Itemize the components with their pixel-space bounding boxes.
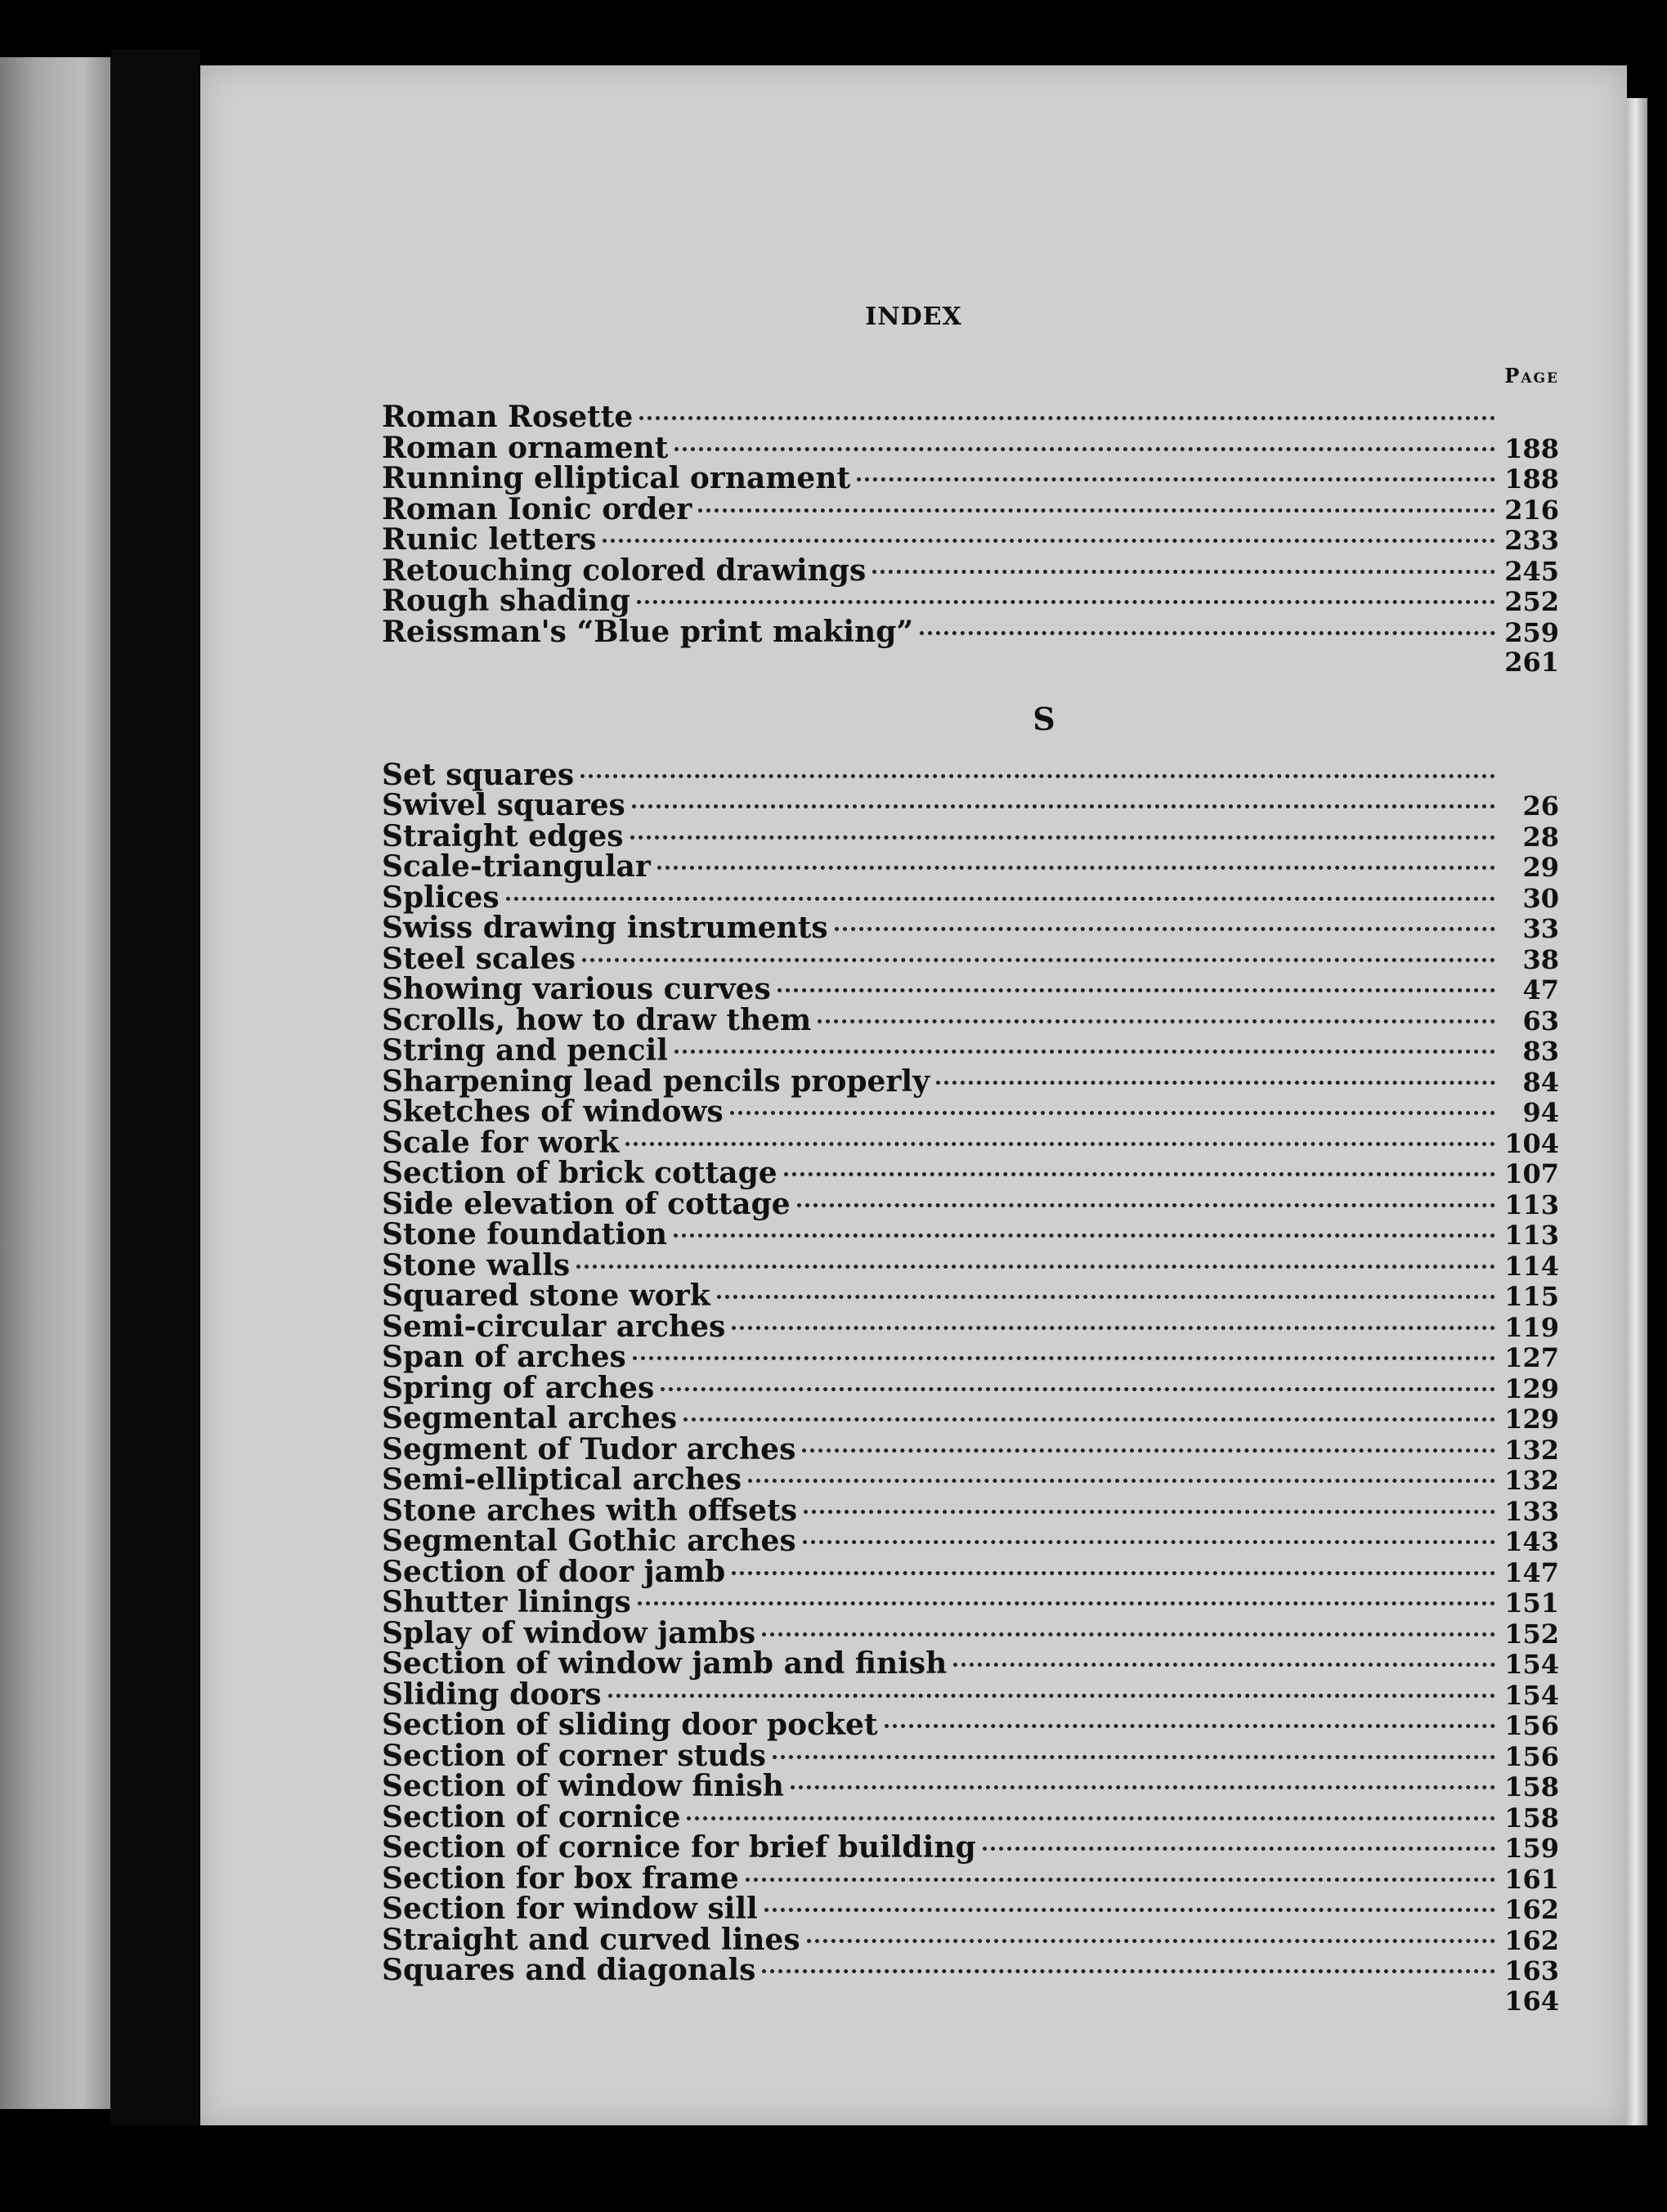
dot-leader [730, 1111, 1495, 1115]
index-entry [382, 1738, 1559, 1773]
dot-leader [630, 835, 1495, 840]
entry-label: Roman ornament [382, 430, 669, 465]
dot-leader [576, 1265, 1495, 1269]
index-entry [382, 1097, 1559, 1128]
entry-label: Steel scales [382, 941, 576, 976]
dot-leader [746, 1878, 1495, 1882]
entry-label: Section of window jamb and finish [382, 1646, 948, 1681]
entry-label: Runic letters [382, 522, 597, 557]
index-entry [382, 1554, 1559, 1589]
dot-leader [625, 1142, 1495, 1146]
section-letter-s: S [1033, 700, 1055, 737]
entry-page-number: 233 [1504, 525, 1559, 556]
entry-page-number: 119 [1504, 1311, 1559, 1343]
index-entry [382, 1615, 1559, 1650]
dot-leader [762, 1632, 1495, 1637]
index-entry [382, 1799, 1559, 1834]
entry-page-number: 127 [1504, 1342, 1559, 1373]
entry-page-number: 33 [1522, 913, 1559, 944]
dot-leader [983, 1847, 1495, 1851]
entry-page-number: 216 [1504, 494, 1559, 526]
entry-page-number: 84 [1522, 1066, 1559, 1098]
dot-leader [797, 1203, 1495, 1207]
entry-page-number: 156 [1504, 1710, 1559, 1741]
entry-page-number: 154 [1504, 1679, 1559, 1711]
entry-page-number: 152 [1504, 1618, 1559, 1650]
index-entry [382, 1646, 1559, 1681]
index-entry [382, 614, 1559, 649]
entry-label: Scale for work [382, 1125, 620, 1160]
index-entry [382, 1526, 1559, 1557]
entry-page-number: 129 [1504, 1404, 1559, 1435]
index-entry [382, 941, 1559, 976]
entry-label: Swivel squares [382, 788, 625, 822]
entry-label: Sliding doors [382, 1677, 602, 1712]
dot-leader [657, 866, 1495, 870]
dot-leader [777, 988, 1495, 992]
index-entry [382, 402, 1559, 433]
entry-label: Section of window finish [382, 1769, 784, 1803]
entry-page-number: 158 [1504, 1771, 1559, 1802]
dot-leader [818, 1019, 1495, 1023]
dot-leader [632, 804, 1495, 808]
dot-leader [506, 897, 1495, 901]
dot-leader [637, 600, 1495, 604]
entry-label: Straight and curved lines [382, 1922, 800, 1957]
index-entry [382, 1830, 1559, 1865]
entry-page-number: 163 [1504, 1955, 1559, 1986]
index-entry [382, 1860, 1559, 1896]
entry-label: Swiss drawing instruments [382, 911, 828, 945]
dot-leader [603, 539, 1495, 543]
dot-leader [580, 774, 1495, 778]
dot-leader [608, 1694, 1495, 1698]
dot-leader [804, 1510, 1495, 1514]
entry-label: Squared stone work [382, 1278, 710, 1313]
dot-leader [633, 1356, 1495, 1360]
index-entry [382, 1587, 1559, 1619]
entry-label: Section of cornice for brief building [382, 1830, 976, 1865]
entry-page-number: 132 [1504, 1434, 1559, 1466]
dot-leader [872, 570, 1495, 574]
entry-page-number: 30 [1522, 882, 1559, 914]
entry-page-number: 143 [1504, 1526, 1559, 1557]
dot-leader [674, 447, 1495, 451]
entry-page-number: 151 [1504, 1587, 1559, 1619]
dot-leader [803, 1540, 1495, 1544]
entry-label: Roman Ionic order [382, 491, 692, 526]
index-entry [382, 463, 1559, 495]
entry-label: Segmental Gothic arches [382, 1524, 796, 1558]
entry-page-number: 259 [1504, 616, 1559, 648]
entry-label: Section of door jamb [382, 1554, 726, 1589]
index-entry [382, 1986, 1559, 2017]
index-entry [382, 1342, 1559, 1373]
entry-label: Set squares [382, 757, 575, 792]
entry-page-number: 114 [1504, 1250, 1559, 1282]
entry-page-number: 38 [1522, 943, 1559, 975]
dot-leader [732, 1326, 1495, 1330]
index-entry [382, 1677, 1559, 1712]
index-entry [382, 553, 1559, 588]
dot-leader [764, 1908, 1495, 1912]
entry-label: Scrolls, how to draw them [382, 1002, 812, 1037]
dot-leader [638, 1601, 1495, 1605]
entry-page-number: 154 [1504, 1649, 1559, 1680]
entry-label: Stone arches with offsets [382, 1493, 797, 1528]
entry-label: Sketches of windows [382, 1095, 724, 1129]
index-entry [382, 913, 1559, 944]
entry-label: Section of corner studs [382, 1738, 766, 1773]
index-entry [382, 1771, 1559, 1802]
dot-leader [835, 927, 1495, 931]
entry-page-number: 252 [1504, 586, 1559, 617]
entry-label: Splay of window jambs [382, 1615, 756, 1650]
left-page-edge [0, 57, 110, 2109]
dot-leader [807, 1939, 1495, 1943]
entry-page-number: 28 [1522, 821, 1559, 853]
entry-label: Section for box frame [382, 1860, 739, 1896]
index-entry [382, 790, 1559, 822]
index-entries [382, 364, 1559, 2017]
page-title: INDEX [865, 302, 962, 331]
entry-page-number: 162 [1504, 1924, 1559, 1956]
entry-page-number: 132 [1504, 1465, 1559, 1496]
entry-page-number: 83 [1522, 1036, 1559, 1067]
index-entry [382, 1462, 1559, 1497]
entry-page-number: 261 [1504, 647, 1559, 678]
entry-label: Spring of arches [382, 1370, 655, 1405]
entry-label: Section of cornice [382, 1799, 681, 1834]
dot-leader [953, 1663, 1495, 1667]
index-entry [382, 1370, 1559, 1405]
index-entry [382, 1125, 1559, 1160]
dot-leader [717, 1295, 1495, 1299]
entry-label: Scale-triangular [382, 849, 651, 884]
entry-label: Splices [382, 880, 500, 915]
entry-label: String and pencil [382, 1033, 668, 1068]
entry-page-number: 113 [1504, 1220, 1559, 1251]
dot-leader [582, 958, 1495, 962]
entry-label: Section of brick cottage [382, 1156, 777, 1190]
dot-leader [857, 477, 1495, 481]
entry-label: Rough shading [382, 584, 630, 618]
dot-leader [802, 1449, 1495, 1453]
index-entry [382, 849, 1559, 884]
index-entry [382, 491, 1559, 526]
index-page [200, 65, 1627, 2125]
dot-leader [674, 1234, 1495, 1238]
dot-leader [748, 1479, 1495, 1483]
dot-leader [683, 1417, 1495, 1422]
dot-leader [920, 631, 1495, 635]
dot-leader [674, 1050, 1495, 1054]
entry-page-number: 158 [1504, 1802, 1559, 1834]
entry-page-number: 29 [1522, 852, 1559, 883]
entry-page-number: 188 [1504, 432, 1559, 464]
index-entry [382, 586, 1559, 617]
entry-label: Side elevation of cottage [382, 1186, 791, 1221]
index-entry [382, 1247, 1559, 1283]
index-entry [382, 1401, 1559, 1435]
dot-leader [885, 1724, 1496, 1728]
right-page-edge [1627, 98, 1647, 2125]
entry-page-number: 129 [1504, 1372, 1559, 1404]
entry-label: Stone walls [382, 1247, 571, 1283]
entry-label: Semi-circular arches [382, 1309, 726, 1344]
index-entry [382, 1710, 1559, 1741]
dot-leader [936, 1081, 1495, 1085]
index-entry [382, 1278, 1559, 1313]
entry-label: Segmental arches [382, 1401, 677, 1435]
dot-leader [732, 1571, 1495, 1575]
index-entry [382, 1002, 1559, 1037]
entry-label: Stone foundation [382, 1217, 668, 1252]
index-entry [382, 1063, 1559, 1099]
entry-label: Shutter linings [382, 1585, 631, 1619]
page-column-label: Page [1504, 364, 1559, 387]
entry-label: Reissman's “Blue print making” [382, 614, 914, 649]
entry-page-number: 26 [1522, 790, 1559, 822]
dot-leader [773, 1755, 1495, 1759]
entry-page-number: 94 [1522, 1097, 1559, 1128]
entry-label: Section for window sill [382, 1892, 758, 1926]
entry-label: Retouching colored drawings [382, 553, 867, 588]
dot-leader [784, 1172, 1495, 1176]
index-entry [382, 1922, 1559, 1957]
entry-label: Span of arches [382, 1340, 626, 1374]
entry-page-number: 113 [1504, 1189, 1559, 1220]
dot-leader [687, 1816, 1495, 1820]
entry-page-number: 188 [1504, 463, 1559, 495]
entry-page-number: 156 [1504, 1740, 1559, 1772]
index-entry [382, 1493, 1559, 1528]
entry-label: Running elliptical ornament [382, 461, 851, 495]
entry-page-number: 63 [1522, 1005, 1559, 1037]
entry-label: Section of sliding door pocket [382, 1708, 878, 1742]
index-entry [382, 880, 1559, 915]
entry-page-number: 104 [1504, 1127, 1559, 1159]
entry-label: Showing various curves [382, 972, 771, 1006]
index-entry [382, 1033, 1559, 1068]
index-group-r [382, 402, 1559, 678]
entry-label: Squares and diagonals [382, 1953, 756, 1987]
entry-label: Segment of Tudor arches [382, 1431, 796, 1466]
entry-page-number: 47 [1522, 974, 1559, 1005]
index-entry [382, 1186, 1559, 1221]
index-entry [382, 1955, 1559, 1986]
index-entry [382, 1894, 1559, 1925]
dot-leader [762, 1969, 1495, 1973]
dot-leader [791, 1785, 1495, 1789]
book-gutter [110, 49, 200, 2125]
entry-page-number: 164 [1504, 1985, 1559, 2017]
index-entry [382, 1431, 1559, 1466]
index-entry [382, 430, 1559, 465]
index-entry [382, 647, 1559, 678]
entry-page-number: 115 [1504, 1281, 1559, 1312]
entry-page-number: 162 [1504, 1894, 1559, 1925]
entry-page-number: 245 [1504, 555, 1559, 587]
entry-label: Roman Rosette [382, 400, 634, 434]
index-entry [382, 974, 1559, 1005]
entry-page-number: 161 [1504, 1863, 1559, 1895]
entry-page-number: 133 [1504, 1495, 1559, 1527]
index-entry [382, 1217, 1559, 1252]
dot-leader [639, 416, 1495, 420]
entry-page-number: 107 [1504, 1158, 1559, 1189]
index-entry [382, 1309, 1559, 1344]
dot-leader [661, 1387, 1495, 1391]
dot-leader [698, 508, 1495, 513]
entry-page-number: 147 [1504, 1556, 1559, 1588]
index-entry [382, 1158, 1559, 1189]
index-entry [382, 522, 1559, 557]
entry-label: Semi-elliptical arches [382, 1462, 742, 1497]
entry-label: Straight edges [382, 818, 624, 853]
entry-label: Sharpening lead pencils properly [382, 1063, 930, 1099]
index-entry [382, 818, 1559, 853]
index-group-s [382, 757, 1559, 2017]
index-entry [382, 757, 1559, 792]
entry-page-number: 159 [1504, 1833, 1559, 1864]
